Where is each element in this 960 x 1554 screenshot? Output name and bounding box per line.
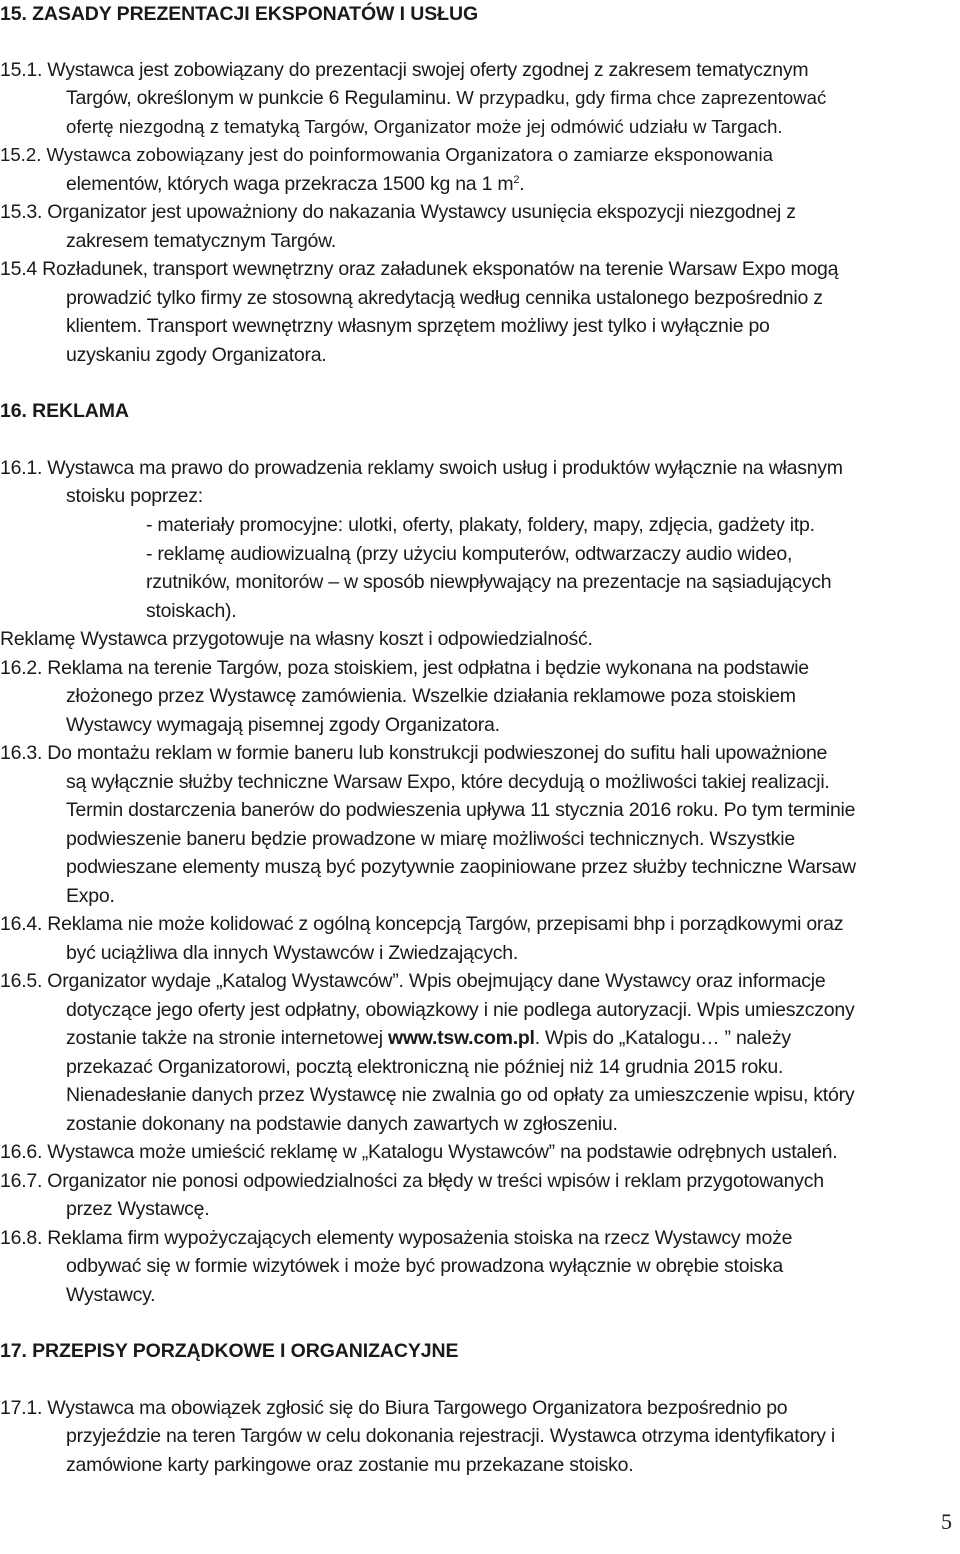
para-16-8-line-3: Wystawcy.	[66, 1284, 156, 1306]
section-16-heading: 16. REKLAMA	[0, 400, 129, 422]
para-16-3-line-5: podwieszane elementy muszą być pozytywnie zaopiniowane przez służby techniczne Warsaw	[66, 856, 856, 878]
para-17-1-line-2: przyjeździe na teren Targów w celu dokonania rejestracji. Wystawca otrzyma identyfikatory i	[66, 1425, 835, 1447]
para-15-4-line-2: prowadzić tylko firmy ze stosowną akredytacją według cennika ustalonego bezpośrednio z	[66, 287, 823, 309]
page-number: 5	[941, 1509, 952, 1534]
para-16-3-line-3: Termin dostarczenia banerów do podwieszenia upływa 11 stycznia 2016 roku. Po tym terminie	[66, 799, 856, 821]
para-15-1-line-2a: Targów, określonym w punkcie 6 Regulaminu.	[66, 87, 457, 109]
section-17-heading: 17. PRZEPISY PORZĄDKOWE I ORGANIZACYJNE	[0, 1340, 459, 1362]
para-16-3-line-6: Expo.	[66, 885, 115, 907]
para-16-8-line-1: 16.8. Reklama firm wypożyczających elementy wyposażenia stoiska na rzecz Wystawcy może	[0, 1227, 793, 1249]
para-16-3-line-2: są wyłącznie służby techniczne Warsaw Expo, które decydują o możliwości takiej realizacji.	[66, 771, 830, 793]
para-16-5-line-3a: zostanie także na stronie internetowej	[66, 1027, 388, 1049]
para-16-1-line-1: 16.1. Wystawca ma prawo do prowadzenia reklamy swoich usług i produktów wyłącznie na własnym	[0, 457, 843, 479]
para-15-1-line-3: ofertę niezgodną z tematyką Targów, Organizator może jej odmówić udziału w Targach.	[66, 116, 783, 137]
para-16-5-line-4: przekazać Organizatorowi, pocztą elektroniczną nie później niż 14 grudnia 2015 roku.	[66, 1056, 784, 1078]
para-16-4-line-1: 16.4. Reklama nie może kolidować z ogólną koncepcją Targów, przepisami bhp i porządkowymi oraz	[0, 913, 844, 935]
list-item-audiovisual-line-1: - reklamę audiowizualną (przy użyciu komputerów, odtwarzaczy audio wideo,	[146, 543, 793, 565]
para-15-2-line-2-end: .	[519, 173, 525, 195]
para-16-1-tail: Reklamę Wystawca przygotowuje na własny koszt i odpowiedzialność.	[0, 628, 593, 650]
para-15-2-line-1: 15.2. Wystawca zobowiązany jest do poinformowania Organizatora o zamiarze eksponowania	[0, 144, 773, 165]
para-15-1-line-2	[66, 84, 826, 112]
list-item-promo-materials: - materiały promocyjne: ulotki, oferty, plakaty, foldery, mapy, zdjęcia, gadżety itp.	[146, 514, 815, 536]
para-16-5-line-3b: . Wpis do „Katalogu… ” należy	[534, 1027, 791, 1049]
para-16-2-line-3: Wystawcy wymagają pisemnej zgody Organizatora.	[66, 714, 500, 736]
para-15-2-line-2-text: elementów, których waga przekracza 1500 kg na 1 m	[66, 173, 514, 195]
para-16-2-line-2: złożonego przez Wystawcę zamówienia. Wszelkie działania reklamowe poza stoiskiem	[66, 685, 796, 707]
para-16-4-line-2: być uciążliwa dla innych Wystawców i Zwiedzających.	[66, 942, 518, 964]
para-16-3-line-1: 16.3. Do montażu reklam w formie baneru lub konstrukcji podwieszonej do sufitu hali upoważnione	[0, 742, 828, 764]
para-16-8-line-2: odbywać się w formie wizytówek i może być prowadzona wyłącznie w obrębie stoiska	[66, 1255, 783, 1277]
para-17-1-line-1: 17.1. Wystawca ma obowiązek zgłosić się do Biura Targowego Organizatora bezpośrednio po	[0, 1397, 788, 1419]
section-15-heading: 15. ZASADY PREZENTACJI EKSPONATÓW I USŁUG	[0, 3, 479, 25]
list-item-audiovisual-line-2: rzutników, monitorów – w sposób niewpływający na prezentacje na sąsiadujących	[146, 571, 832, 593]
para-16-5-line-5: Nienadesłanie danych przez Wystawcę nie zwalnia go od opłaty za umieszczenie wpisu, który	[66, 1084, 855, 1106]
para-17-1-line-3: zamówione karty parkingowe oraz zostanie mu przekazane stoisko.	[66, 1454, 634, 1476]
para-15-4-line-3: klientem. Transport wewnętrzny własnym sprzętem możliwy jest tylko i wyłącznie po	[66, 315, 770, 337]
para-16-2-line-1: 16.2. Reklama na terenie Targów, poza stoiskiem, jest odpłatna i będzie wykonana na podstawie	[0, 657, 809, 679]
para-15-3-line-2: zakresem tematycznym Targów.	[66, 230, 337, 252]
para-15-2-line-2	[66, 170, 524, 198]
para-16-1-line-2: stoisku poprzez:	[66, 485, 203, 507]
para-15-1-line-1: 15.1. Wystawca jest zobowiązany do prezentacji swojej oferty zgodnej z zakresem tematycznym	[0, 59, 809, 81]
para-16-7-line-2: przez Wystawcę.	[66, 1198, 210, 1220]
para-16-5-line-2: dotyczące jego oferty jest odpłatny, obowiązkowy i nie podlega autoryzacji. Wpis umieszczony	[66, 999, 855, 1021]
para-16-5-line-1: 16.5. Organizator wydaje „Katalog Wystawców”. Wpis obejmujący dane Wystawcy oraz informacje	[0, 970, 826, 992]
para-16-5-line-6: zostanie dokonany na podstawie danych zawartych w zgłoszeniu.	[66, 1113, 618, 1135]
website-link[interactable]: www.tsw.com.pl	[387, 1027, 535, 1049]
para-16-6-line-1: 16.6. Wystawca może umieścić reklamę w „Katalogu Wystawców” na podstawie odrębnych ustaleń.	[0, 1141, 838, 1163]
para-15-4-line-4: uzyskaniu zgody Organizatora.	[66, 344, 327, 366]
para-16-5-line-3	[66, 1024, 791, 1052]
list-item-audiovisual-line-3: stoiskach).	[146, 600, 237, 622]
para-15-4-line-1: 15.4 Rozładunek, transport wewnętrzny oraz załadunek eksponatów na terenie Warsaw Expo mogą	[0, 258, 839, 280]
para-16-3-line-4: podwieszenie baneru będzie prowadzone w miarę możliwości technicznych. Wszystkie	[66, 828, 795, 850]
para-15-1-line-2b: W przypadku, gdy firma chce zaprezentować	[456, 87, 827, 108]
para-15-3-line-1: 15.3. Organizator jest upoważniony do nakazania Wystawcy usunięcia ekspozycji niezgodnej z	[0, 201, 796, 223]
superscript: 2	[513, 174, 520, 186]
para-16-7-line-1: 16.7. Organizator nie ponosi odpowiedzialności za błędy w treści wpisów i reklam przygotowanych	[0, 1170, 824, 1192]
